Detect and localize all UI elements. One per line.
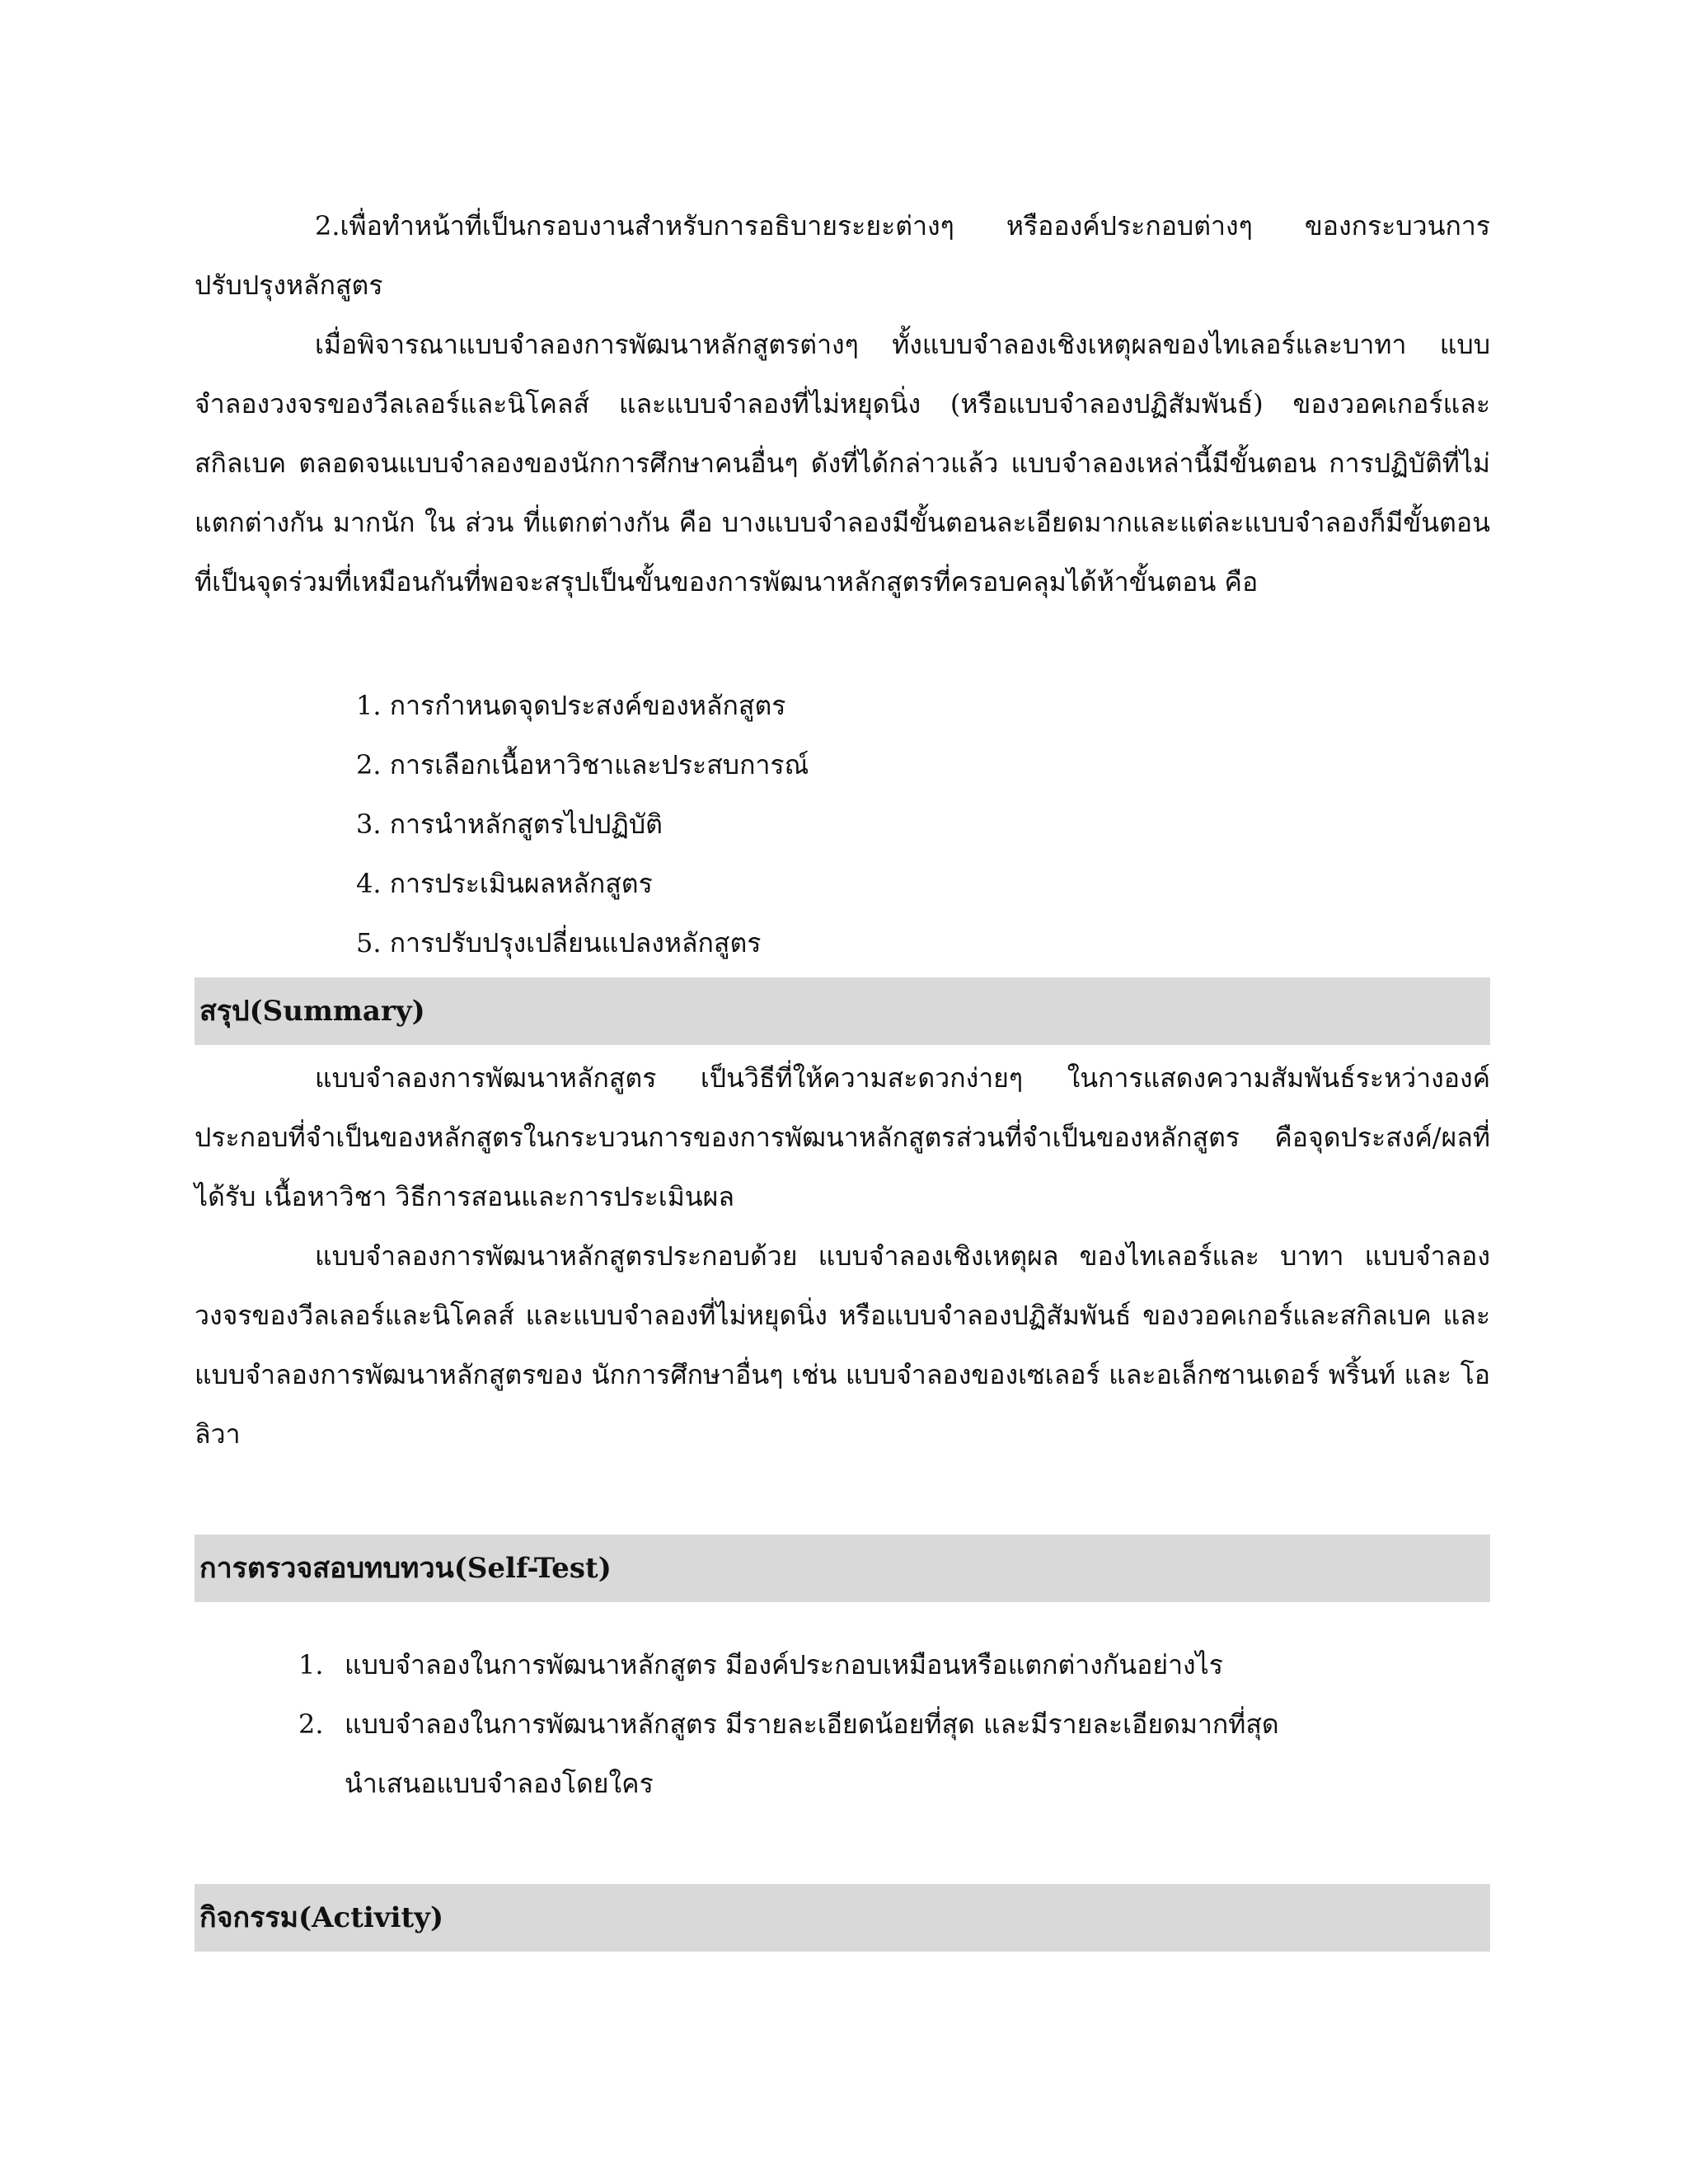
self-test-question-2 — [298, 1694, 1279, 1754]
intro-section — [195, 196, 1490, 612]
question-number: 1. — [298, 1649, 324, 1680]
step-item-2: 2. การเลือกเนื้อหาวิชาและประสบการณ์ — [356, 749, 809, 780]
self-test-heading-band — [195, 1535, 1490, 1602]
intro-point-2: 2.เพื่อทำหน้าที่เป็นกรอบงานสำหรับการอธิบายระยะต่างๆ หรือองค์ประกอบต่างๆ ของกระบวนการปรับปรุงหลักสูตร — [195, 210, 1490, 301]
summary-section — [195, 1048, 1490, 1464]
step-item-3: 3. การนำหลักสูตรไปปฏิบัติ — [356, 808, 663, 840]
self-test-heading: การตรวจสอบทบทวน(Self-Test) — [199, 1552, 612, 1585]
summary-heading: สรุป(Summary) — [199, 995, 425, 1028]
step-item-1: 1. การกำหนดจุดประสงค์ของหลักสูตร — [356, 690, 786, 721]
self-test-question-1 — [298, 1635, 1223, 1694]
summary-heading-band — [195, 977, 1490, 1045]
question-text: แบบจำลองในการพัฒนาหลักสูตร มีรายละเอียดน้อยที่สุด และมีรายละเอียดมากที่สุด — [345, 1708, 1279, 1740]
question-number: 2. — [298, 1708, 324, 1740]
activity-heading: กิจกรรม(Activity) — [199, 1901, 444, 1934]
summary-paragraph-1: แบบจำลองการพัฒนาหลักสูตร เป็นวิธีที่ให้ความสะดวกง่ายๆ ในการแสดงความสัมพันธ์ระหว่างองค์ประกอบที่จำเป็นของหลักสูตรในกระบวนการของการพัฒนาหลักสูตรส่วนที่จำเป็นของหลักสูตร คือจุดประสงค์/ผลที่ได้รับ เนื้อหาวิชา วิธีการสอนและการประเมินผล — [195, 1062, 1490, 1212]
activity-heading-band — [195, 1884, 1490, 1952]
step-item-4: 4. การประเมินผลหลักสูตร — [356, 868, 653, 899]
intro-paragraph: เมื่อพิจารณาแบบจำลองการพัฒนาหลักสูตรต่างๆ ทั้งแบบจำลองเชิงเหตุผลของไทเลอร์และบาทา แบบจำลองวงจรของวีลเลอร์และนิโคลส์ และแบบจำลองที่ไม่หยุดนิ่ง (หรือแบบจำลองปฏิสัมพันธ์) ของวอคเกอร์และ สกิลเบค ตลอดจนแบบจำลองของนักการศึกษาคนอื่นๆ ดังที่ได้กล่าวแล้ว แบบจำลองเหล่านี้มีขั้นตอน การปฏิบัติที่ไม่แตกต่างกัน มากนัก ใน ส่วน ที่แตกต่างกัน คือ บางแบบจำลองมีขั้นตอนละเอียดมากและแต่ละแบบจำลองก็มีขั้นตอนที่เป็นจุดร่วมที่เหมือนกันที่พอจะสรุปเป็นขั้นของการพัฒนาหลักสูตรที่ครอบคลุมได้ห้าขั้นตอน คือ — [195, 329, 1490, 598]
question-text: แบบจำลองในการพัฒนาหลักสูตร มีองค์ประกอบเหมือนหรือแตกต่างกันอย่างไร — [345, 1649, 1223, 1680]
self-test-question-2-continuation: นำเสนอแบบจำลองโดยใคร — [345, 1768, 654, 1799]
step-item-5: 5. การปรับปรุงเปลี่ยนแปลงหลักสูตร — [356, 927, 762, 958]
summary-paragraph-2: แบบจำลองการพัฒนาหลักสูตรประกอบด้วย แบบจำลองเชิงเหตุผล ของไทเลอร์และ บาทา แบบจำลองวงจรของวีลเลอร์และนิโคลส์ และแบบจำลองที่ไม่หยุดนิ่ง หรือแบบจำลองปฏิสัมพันธ์ ของวอคเกอร์และสกิลเบค และแบบจำลองการพัฒนาหลักสูตรของ นักการศึกษาอื่นๆ เช่น แบบจำลองของเซเลอร์ และอเล็กซานเดอร์ พริ้นท์ และ โอลิวา — [195, 1240, 1490, 1450]
